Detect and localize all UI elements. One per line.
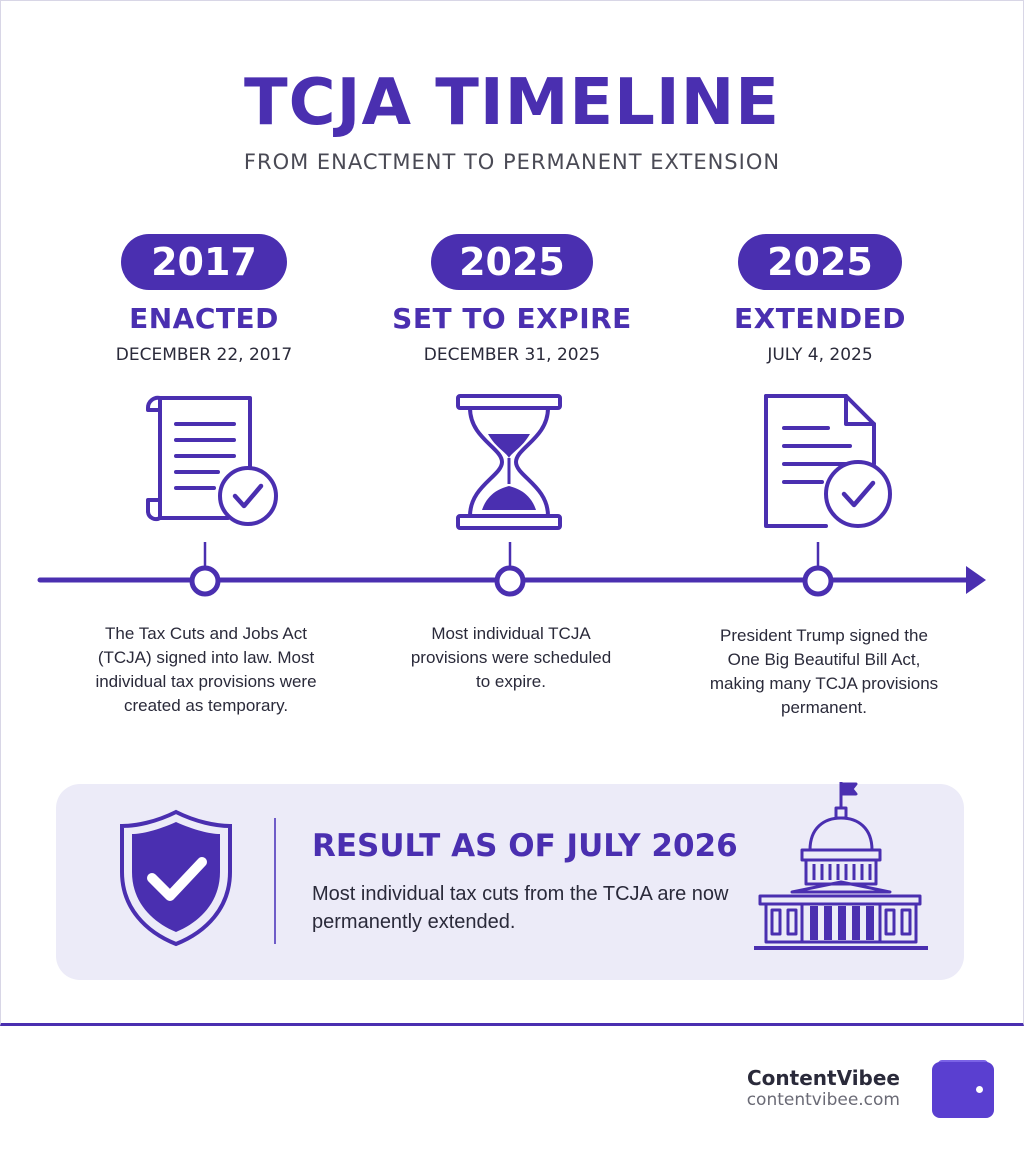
milestone-date: DECEMBER 22, 2017 — [115, 345, 293, 365]
timeline-arrow-icon — [966, 566, 986, 594]
brand-name: ContentVibee — [746, 1066, 900, 1090]
brand-url[interactable]: contentvibee.com — [746, 1090, 900, 1110]
wallet-logo-icon — [932, 1062, 994, 1118]
milestone-description: The Tax Cuts and Jobs Act (TCJA) signed into law. Most individual tax provisions were created as temporary. — [95, 624, 317, 715]
wallet-logo-dot — [976, 1086, 983, 1093]
year-badge: 2025 — [738, 234, 902, 290]
result-title: RESULT AS OF JULY 2026 — [312, 828, 738, 864]
timeline-node — [805, 568, 831, 594]
year-badge: 2025 — [431, 234, 593, 290]
milestone-label: EXTENDED — [734, 302, 906, 335]
shield-check-icon — [116, 808, 236, 948]
page-subtitle: FROM ENACTMENT TO PERMANENT EXTENSION — [243, 150, 781, 174]
milestone-date: JULY 4, 2025 — [767, 345, 873, 365]
milestone-description: Most individual TCJA provisions were scheduled to expire. — [410, 624, 612, 691]
capitol-building-icon — [752, 778, 930, 956]
milestone-label: SET TO EXPIRE — [392, 302, 632, 335]
timeline-node — [192, 568, 218, 594]
result-text: Most individual tax cuts from the TCJA are now permanently extended. — [312, 883, 729, 933]
result-divider — [274, 818, 276, 944]
year-badge: 2017 — [121, 234, 287, 290]
page-title: TCJA TIMELINE — [244, 66, 780, 140]
timeline-node — [497, 568, 523, 594]
milestone-description: President Trump signed the One Big Beautiful Bill Act, making many TCJA provisions permanent. — [709, 626, 939, 717]
milestone-date: DECEMBER 31, 2025 — [423, 345, 601, 365]
milestone-label: ENACTED — [129, 302, 279, 335]
